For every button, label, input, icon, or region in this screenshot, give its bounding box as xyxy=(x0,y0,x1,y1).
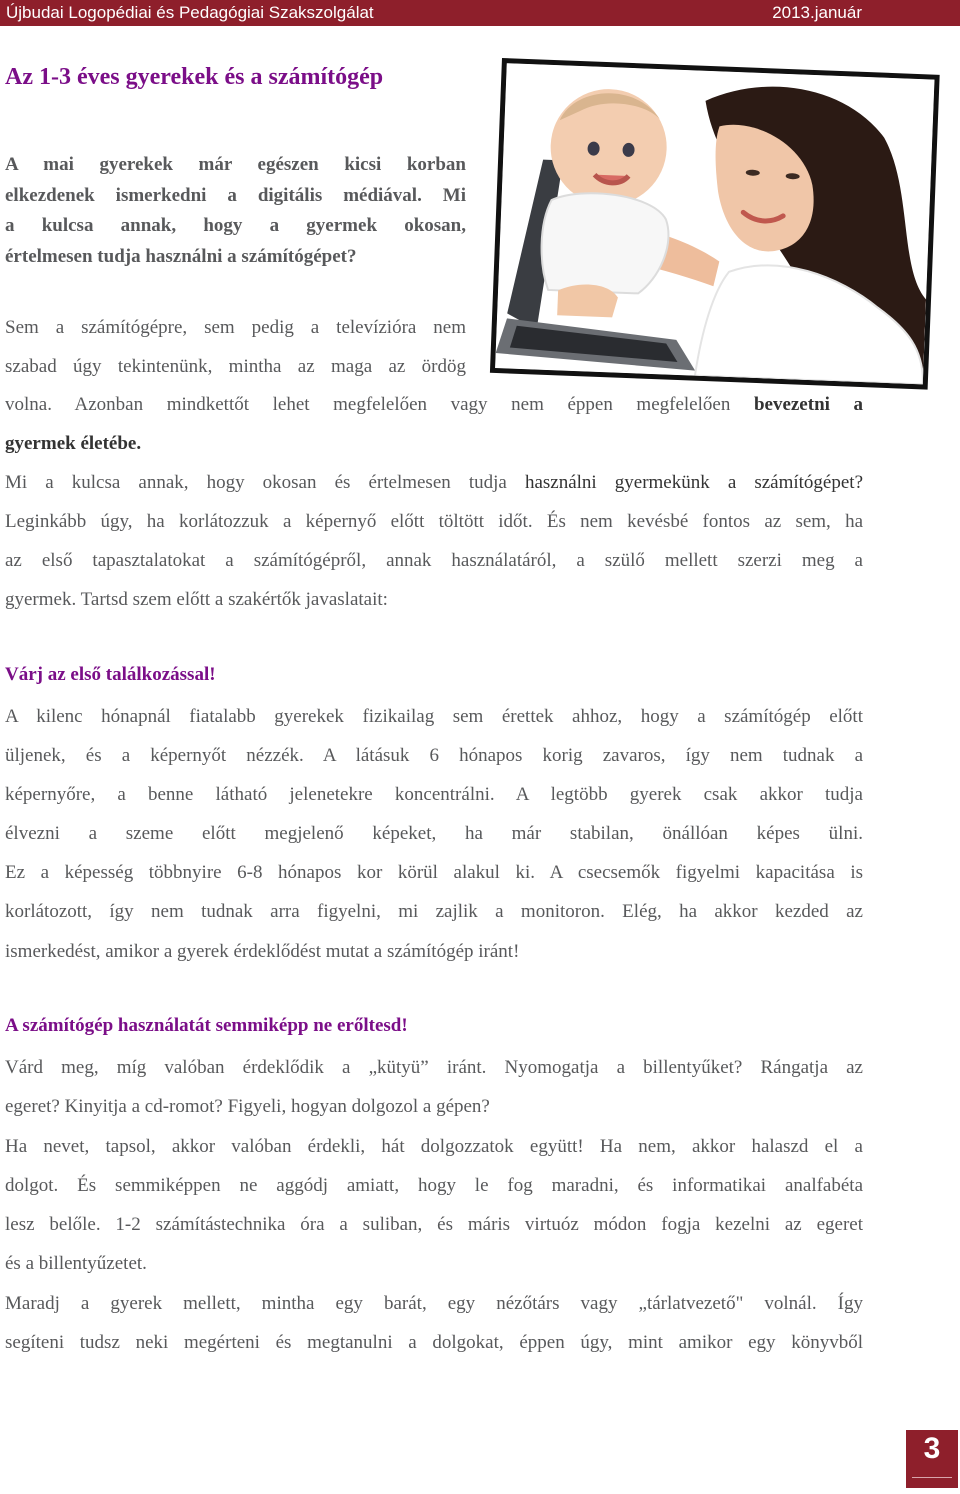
text-line xyxy=(5,386,863,425)
page-header xyxy=(0,0,960,26)
intro-line: elkezdenek ismerkedni a digitális médiával. Mi xyxy=(5,184,466,206)
text-line: korlátozott, így nem tudnak arra figyelni, mi zajlik a monitoron. Elég, ha akkor kezded az xyxy=(5,901,863,923)
text-line: Várd meg, míg valóban érdeklődik a „kütyü” iránt. Nyomogatja a billentyűket? Rángatja az xyxy=(5,1057,863,1078)
emphasis-text: bevezetni a xyxy=(753,394,864,415)
section-2-heading: A számítógép használatát semmiképp ne erőltesd! xyxy=(5,1015,408,1036)
text-line: élvezni a szeme előtt megjelenő képeket, ha már stabilan, önállóan képes ülni. xyxy=(5,823,863,845)
intro-line: a kulcsa annak, hogy a gyermek okosan, xyxy=(5,215,466,236)
text-line: Maradj a gyerek mellett, mintha egy barát, egy nézőtárs vagy „tárlatvezető" volnál. Így xyxy=(5,1292,863,1314)
text-line: Ez a képesség többnyire 6-8 hónapos kor körül alakul ki. A csecsemők figyelmi kapacitása is xyxy=(5,862,863,884)
intro-line: A mai gyerekek már egészen kicsi korban xyxy=(5,154,466,175)
text-line: Sem a számítógépre, sem pedig a televízióra nem xyxy=(5,317,466,338)
text-run: volna. Azonban mindkettőt lehet megfelelően vagy nem éppen megfelelően xyxy=(5,394,731,415)
text-line: képernyőre, a benne látható jelenetekre koncentrálni. A legtöbb gyerek csak akkor tudja xyxy=(5,784,863,806)
emphasis-text: gyermek életébe. xyxy=(5,432,142,454)
header-organization: Újbudai Logopédiai és Pedagógiai Szakszolgálat xyxy=(6,3,374,22)
paragraph-1 xyxy=(5,309,863,463)
text-line: lesz belőle. 1-2 számítástechnika óra a suliban, és máris virtuóz módon fogja kezelni az egeret xyxy=(5,1214,863,1236)
text-line: ismerkedést, amikor a gyerek érdeklődést mutat a számítógép iránt! xyxy=(5,940,520,962)
text-line: A kilenc hónapnál fiatalabb gyerekek fizikailag sem érettek ahhoz, hogy a számítógép előtt xyxy=(5,706,863,727)
paragraph-2 xyxy=(5,463,863,619)
text-line: egeret? Kinyitja a cd-romot? Figyeli, hogyan dolgozol a gépen? xyxy=(5,1096,490,1118)
text-line xyxy=(5,463,863,502)
text-line: gyermek. Tartsd szem előtt a szakértők javaslatait: xyxy=(5,589,388,610)
section-1-heading: Várj az első találkozással! xyxy=(5,664,216,685)
article-title: Az 1-3 éves gyerekek és a számítógép xyxy=(5,64,384,90)
text-line: dolgot. És semmiképpen ne aggódj amiatt, hogy le fog maradni, és informatikai analfabéta xyxy=(5,1174,863,1196)
text-line: Ha nevet, tapsol, akkor valóban érdekli, hát dolgozzatok együtt! Ha nem, akkor halaszd el a xyxy=(5,1135,863,1157)
emphasis-text: használni gyermekünk a számítógépet? xyxy=(524,472,864,493)
intro-line: értelmesen tudja használni a számítógépet? xyxy=(5,245,357,267)
text-line: segíteni tudsz neki megérteni és megtanulni a dolgokat, éppen úgy, mint amikor egy könyvből xyxy=(5,1332,863,1354)
section-2-body xyxy=(5,1048,863,1362)
text-line: Leginkább úgy, ha korlátozzuk a képernyő előtt töltött időt. És nem kevésbé fontos az sem, ha xyxy=(5,511,863,532)
text-line: és a billentyűzetet. xyxy=(5,1253,147,1275)
text-line: üljenek, és a képernyőt nézzék. A látásuk 6 hónapos korig zavaros, így nem tudnak a xyxy=(5,745,863,767)
section-1-body xyxy=(5,697,863,971)
text-run: Mi a kulcsa annak, hogy okosan és értelmesen tudja xyxy=(5,472,507,493)
text-line: az első tapasztalatokat a számítógépről, annak használatáról, a szülő mellett szerzi meg a xyxy=(5,550,863,571)
header-date: 2013.január xyxy=(772,3,862,22)
intro-paragraph xyxy=(5,150,466,272)
page-number: 3 xyxy=(906,1430,958,1488)
text-line: szabad úgy tekintenünk, mintha az maga az ördög xyxy=(5,355,466,377)
